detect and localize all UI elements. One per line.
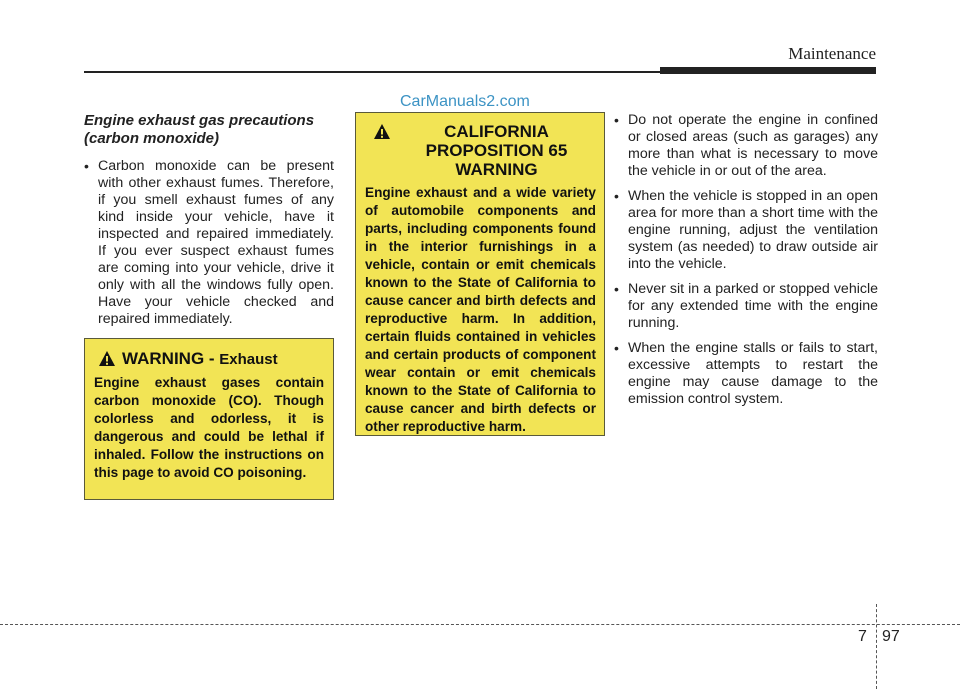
list-item: • When the engine stalls or fails to start, excessive attempts to restart the engine may cause damage to the emission control system. [614, 340, 878, 408]
list-item: • Never sit in a parked or stopped vehicle for any extended time with the engine running. [614, 281, 878, 332]
warning-box-california [355, 112, 605, 436]
list-item: • Carbon monoxide can be present with other exhaust fumes. Therefore, if you smell exhaust fumes of any kind inside your vehicle, have it inspected and repaired immediately. If you ever suspect exhaust fumes are coming into your vehicle, drive it only with all the windows fully open. Have your vehicle checked and repaired immediately. [84, 158, 334, 328]
header-rule-thin [84, 71, 660, 73]
warning-title [365, 122, 596, 179]
warning-triangle-icon [373, 123, 391, 140]
header-rule-thick [660, 67, 876, 74]
warning-title-label: WARNING - [122, 349, 220, 368]
list-item: • When the vehicle is stopped in an open area for more than a short time with the engine running, adjust the ventilation system (as needed) to draw outside air into the vehicle. [614, 188, 878, 273]
heading-line-2: (carbon monoxide) [84, 130, 220, 147]
footer-divider [876, 604, 877, 689]
left-bullet-list [84, 158, 334, 328]
warning-body: Engine exhaust and a wide variety of automobile components and parts, including components found in the interior furnishings in a vehicle, contain or emit chemicals known to the State of California to cause cancer and birth defects and reproductive harm. In addition, certain fluids contained in vehicles and certain products of component wear contain or emit chemicals known to the State of California to cause cancer and birth defects or other reproductive harm. [365, 185, 596, 434]
warning-title-text: CALIFORNIA PROPOSITION 65 WARNING [425, 122, 568, 179]
page-number: 97 [882, 628, 900, 645]
section-title: Maintenance [788, 44, 876, 63]
right-column [614, 112, 878, 416]
section-heading [84, 112, 334, 148]
footer-rule [0, 624, 960, 625]
chapter-number: 7 [858, 628, 867, 645]
warning-subtitle: Exhaust [219, 351, 278, 368]
right-bullet-list [614, 112, 878, 408]
watermark-link[interactable]: CarManuals2.com [400, 93, 530, 110]
warning-body: Engine exhaust gases contain carbon monoxide (CO). Though colorless and odorless, it is dangerous and could be lethal if inhaled. Follow the instructions on this page to avoid CO poisoning. [94, 375, 324, 480]
warning-box-exhaust [84, 338, 334, 500]
list-item: • Do not operate the engine in confined or closed areas (such as garages) any more than what is necessary to move the vehicle in or out of the area. [614, 112, 878, 180]
warning-title-text [122, 349, 278, 369]
heading-line-1: Engine exhaust gas precautions [84, 112, 315, 129]
warning-triangle-icon [98, 350, 116, 367]
warning-title [94, 349, 324, 369]
left-column [84, 112, 334, 336]
